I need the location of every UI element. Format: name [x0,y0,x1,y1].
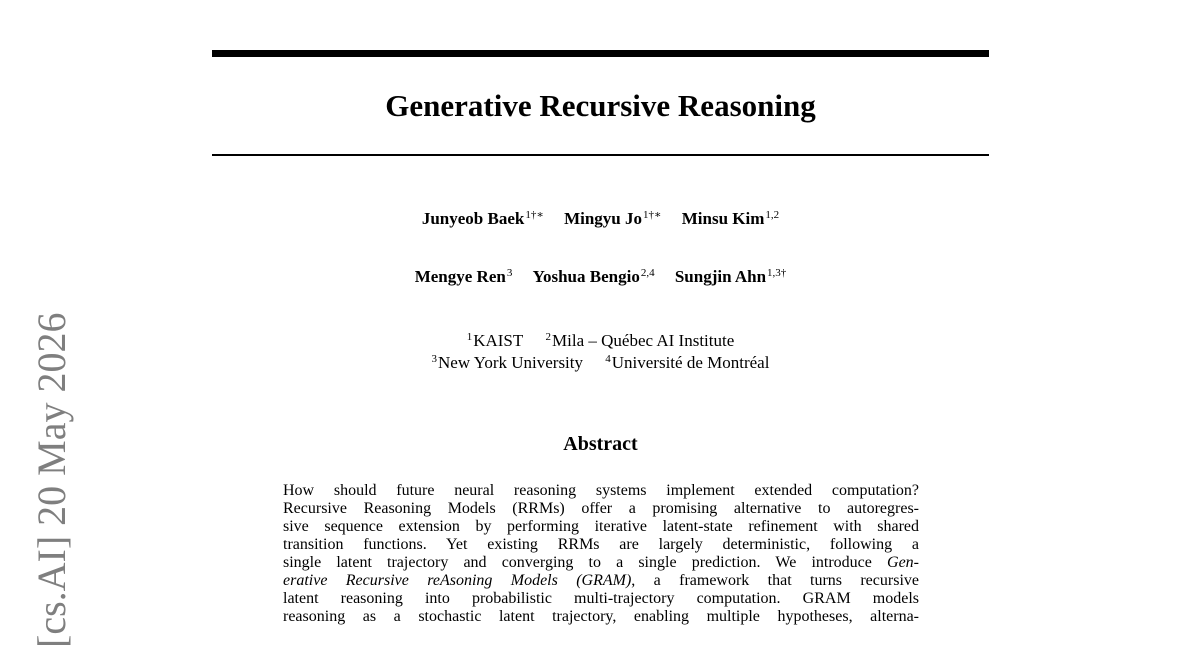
affiliation-number: 2 [545,331,552,343]
author-name: Yoshua Bengio [532,267,640,286]
abstract-heading: Abstract [563,433,638,455]
affiliations-row-2 [212,352,989,374]
abstract-line: reasoning as a stochastic latent trajectory, enabling multiple hypotheses, alterna- [283,608,919,625]
author-affiliation-marks: 1†∗ [525,209,544,221]
author [415,266,513,288]
abstract-line: Recursive Reasoning Models (RRMs) offer a promising alternative to autoregres- [283,500,919,517]
affiliation-name: Mila – Québec AI Institute [552,331,735,350]
affiliation-number: 4 [605,353,611,365]
title-top-rule [212,50,989,57]
author [533,266,655,288]
author-affiliation-marks: 3 [506,267,513,279]
author-affiliation-marks: 1,2 [765,209,780,221]
abstract-line-text: , a framework that turns recursive [631,572,919,589]
author-name: Sungjin Ahn [674,267,767,286]
paper-title: Generative Recursive Reasoning [385,88,816,123]
authors-row-2 [212,266,989,288]
affiliation-name: Université de Montréal [611,353,770,372]
affiliation [467,330,524,352]
authors-row-1 [212,208,989,230]
author [675,266,786,288]
author [682,208,779,230]
author-name: Mengye Ren [414,267,506,286]
author-name: Minsu Kim [681,209,765,228]
author-affiliation-marks: 1,3† [767,267,787,279]
abstract-italic-term: Gen- [887,554,919,571]
author [422,208,544,230]
affiliation [432,352,583,374]
abstract-line-text: single latent trajectory and converging to a single prediction. We introduce [283,554,888,571]
affiliation-name: New York University [438,353,584,372]
abstract-line [283,572,919,590]
affiliation [605,352,769,374]
affiliation-number: 3 [431,353,438,365]
abstract-line: sive sequence extension by performing iterative latent-state refinement with shared [283,518,919,535]
affiliation-name: KAIST [473,331,524,350]
author-name: Junyeob Baek [421,209,525,228]
author-affiliation-marks: 1†∗ [643,209,662,221]
abstract-line: transition functions. Yet existing RRMs are largely deterministic, following a [283,536,919,553]
abstract-body [283,482,919,626]
author [564,208,661,230]
affiliation-number: 1 [466,331,473,343]
abstract-line [283,554,919,572]
author-affiliation-marks: 2,4 [640,267,655,279]
abstract-italic-term: erative Recursive reAsoning Models (GRAM) [283,572,632,589]
abstract-line: How should future neural reasoning systems implement extended computation? [283,482,919,499]
author-name: Mingyu Jo [564,209,643,228]
affiliations-row-1 [212,330,989,352]
affiliation [546,330,735,352]
arxiv-sidebar-stamp: [cs.AI] 20 May 2026 [29,312,74,648]
abstract-line: latent reasoning into probabilistic multi-trajectory computation. GRAM models [283,590,919,607]
title-bottom-rule [212,154,989,156]
